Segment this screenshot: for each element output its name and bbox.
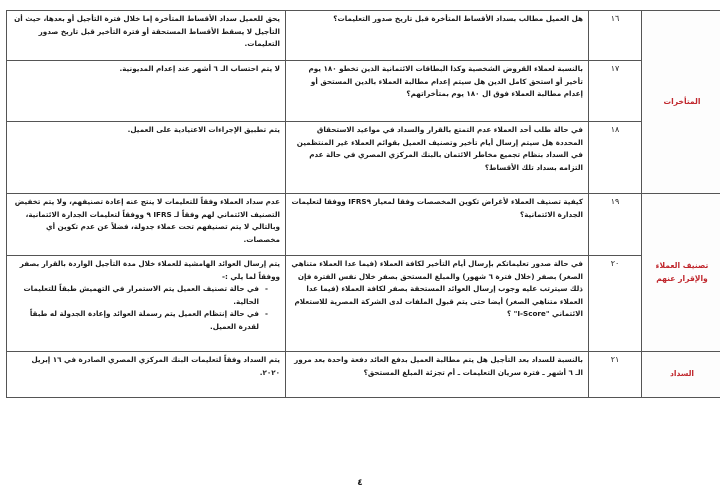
- faq-table: [6, 10, 720, 398]
- table-row: [7, 256, 720, 352]
- category-overdue: المتأخرات: [642, 11, 720, 194]
- row-number: ١٦: [589, 11, 642, 61]
- answer-intro: يتم إرسال العوائد الهامشية للعملاء خلال مدة التأجيل الواردة بالقرار بصفر ووفقاً لما يلي :-: [19, 259, 280, 281]
- question-cell: كيفية تصنيف العملاء لأغراض تكوين المخصصات وفقا لمعيار IFRS٩ ووفقا لتعليمات الجدارة الائتمانية؟: [286, 194, 589, 256]
- question-cell: هل العميل مطالب بسداد الأقساط المتأخرة قبل تاريخ صدور التعليمات؟: [286, 11, 589, 61]
- row-number: ٢٠: [589, 256, 642, 352]
- row-number: ١٧: [589, 61, 642, 122]
- question-cell: بالنسبة لعملاء القروض الشخصية وكذا البطاقات الائتمانية الذين تخطو ١٨٠ يوم تأخير أو استحق كامل الدين هل سيتم إعدام مطالبة العملاء بالدين المستحق أو إعدام مطالبة العملاء فوق ال ١٨٠ يوم بمتأخراتهم؟: [286, 61, 589, 122]
- category-repayment: السداد: [642, 352, 720, 398]
- answer-list: [12, 283, 280, 333]
- table-row: [7, 122, 720, 194]
- row-number: ١٩: [589, 194, 642, 256]
- question-cell: في حالة صدور تعليماتكم بإرسال أيام التأخير لكافة العملاء (فيما عدا العملاء متناهي الصغر) بصفر (خلال فترة ٦ شهور) والمبلغ المستحق بصفر خلال نفس الفترة فإن ذلك سيترتب عليه وجوب إرسال العوائد المستحقة بصفر لكافة العملاء (فيما عدا العملاء متناهي الصغر) أيضا حتى يتم قبول الملفات لدى الشركة المصرية للاستعلام الائتماني "I-Score" ؟: [286, 256, 589, 352]
- question-cell: بالنسبة للسداد بعد التأجيل هل يتم مطالبة العميل بدفع العائد دفعة واحدة بعد مرور الـ ٦ أشهر ـ فترة سريان التعليمات ـ أم تجزئة المبلغ المستحق؟: [286, 352, 589, 398]
- answer-cell: لا يتم احتساب الـ ٦ أشهر عند إعدام المديونية.: [7, 61, 286, 122]
- answer-cell: عدم سداد العملاء وفقاً للتعليمات لا ينتج عنه إعادة تصنيفهم، ولا يتم تخفيض التصنيف الائتماني لهم وفقاً لـ IFRS ٩ ووفقاً لتعليمات الجدارة الائتمانية، وبالتالي لا يتم تصنيفهم تحت عملاء جدولة، فضلاً عن عدم تكوين أي مخصصات.: [7, 194, 286, 256]
- answer-cell: يتم تطبيق الإجراءات الاعتيادية على العميل.: [7, 122, 286, 194]
- category-classification: تصنيف العملاء والإقرار عنهم: [642, 194, 720, 352]
- row-number: ٢١: [589, 352, 642, 398]
- answer-cell: يحق للعميل سداد الأقساط المتأخرة إما خلال فترة التأجيل أو بعدها، حيث أن التأجيل لا يسقط الأقساط المستحقة أو فترة التأخير قبل تاريخ صدور التعليمات.: [7, 11, 286, 61]
- table-row: [7, 194, 720, 256]
- table-row: [7, 11, 720, 61]
- table-row: [7, 352, 720, 398]
- answer-cell: يتم السداد وفقاً لتعليمات البنك المركزي المصري الصادرة في ١٦ إبريل ٢٠٢٠.: [7, 352, 286, 398]
- question-cell: في حالة طلب أحد العملاء عدم التمتع بالقرار والسداد في مواعيد الاستحقاق المحددة هل سيتم إرسال أيام تأخير وتصنيف العميل بقوائم العملاء غير المنتظمين في السداد بنظام تجميع مخاطر الائتمان بالبنك المركزي المصري في حالة عدم التزامه بسداد تلك الأقساط؟: [286, 122, 589, 194]
- row-number: ١٨: [589, 122, 642, 194]
- table-row: [7, 61, 720, 122]
- answer-list-item: - في حالة إنتظام العميل يتم رسملة العوائد وإعادة الجدولة له طبقاً لقدرة العميل.: [12, 308, 268, 333]
- page-number: ٤: [357, 478, 363, 488]
- answer-list-item: - في حالة تصنيف العميل يتم الاستمرار في التهميش طبقاً للتعليمات الحالية.: [12, 283, 268, 308]
- answer-cell: [7, 256, 286, 352]
